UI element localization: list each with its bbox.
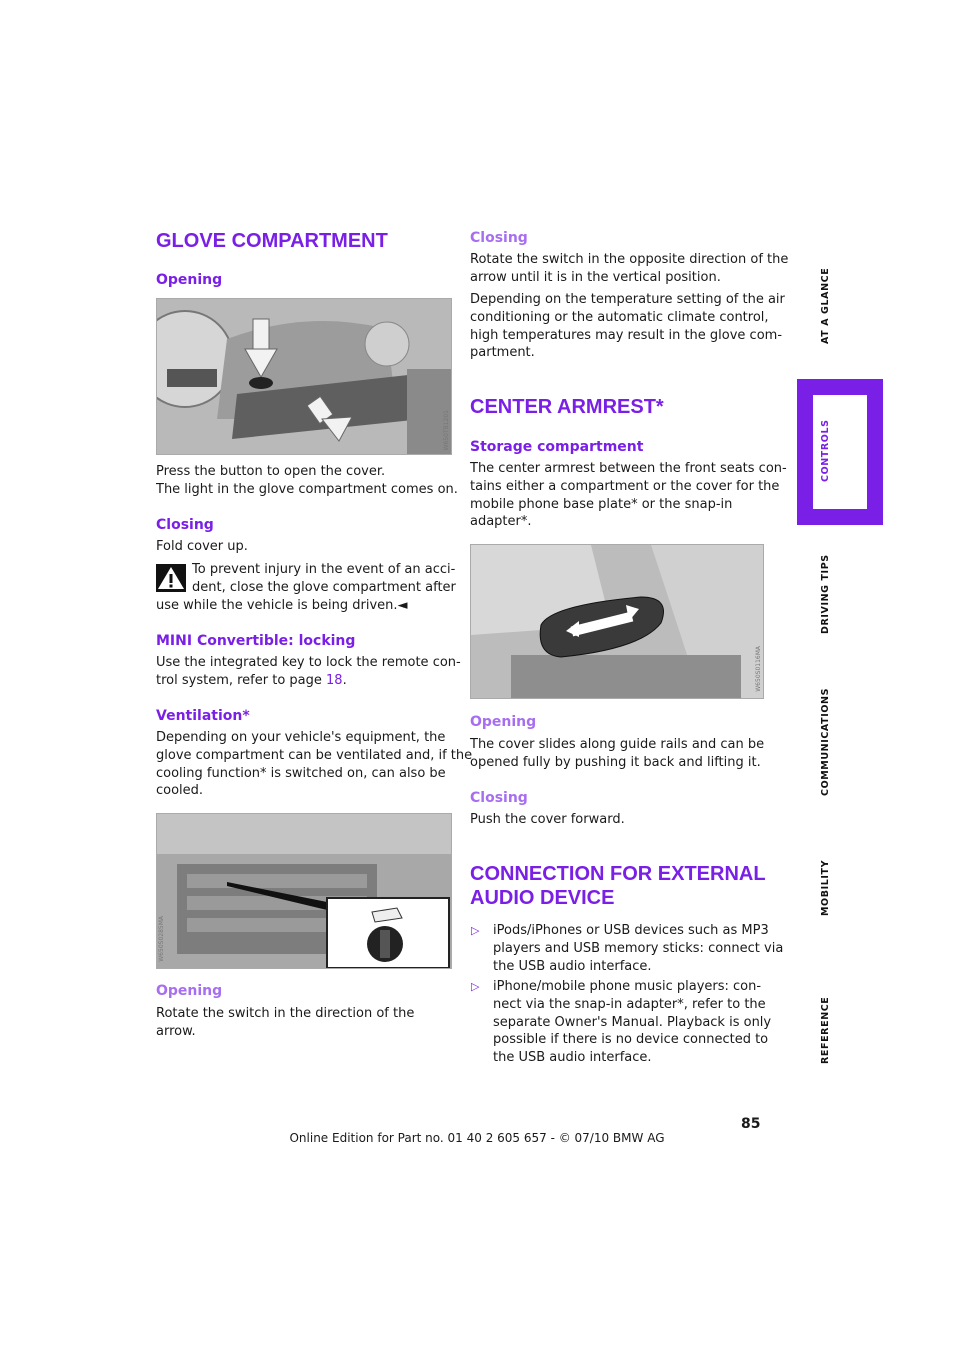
text-line: [156, 672, 456, 690]
heading-closing-right: Closing: [470, 230, 528, 246]
text-line: The center armrest between the front seats con-: [470, 461, 787, 476]
heading-ventilation: Ventilation*: [156, 708, 250, 724]
bullet-item: [493, 922, 784, 975]
text-line: The light in the glove compartment comes on.: [156, 481, 458, 497]
text-line: opened fully by pushing it back and lifting it.: [470, 754, 761, 770]
text-line: partment.: [470, 345, 535, 361]
heading-vent-opening: Opening: [156, 983, 223, 999]
text-line: mobile phone base plate* or the snap-in: [470, 496, 733, 512]
text-line: The cover slides along guide rails and can be: [470, 737, 765, 752]
closing-text-right-2: [470, 291, 785, 362]
heading-locking: MINI Convertible: locking: [156, 633, 356, 649]
page-number: 85: [741, 1116, 761, 1132]
text-line: the USB audio interface.: [493, 958, 652, 974]
armrest-photo: [470, 544, 764, 699]
section-title-audio: [470, 862, 766, 910]
text-fragment: trol system, refer to page: [156, 672, 327, 688]
text-line: iPhone/mobile phone music players: con-: [493, 979, 762, 994]
text-line: separate Owner's Manual. Playback is only: [493, 1014, 772, 1030]
heading-storage: Storage compartment: [470, 439, 644, 455]
text-line: Rotate the switch in the opposite direction of the: [470, 252, 789, 267]
heading-opening: Opening: [156, 272, 223, 288]
armrest-closing-text: Push the cover forward.: [470, 812, 625, 827]
tab-mobility[interactable]: MOBILITY: [820, 859, 831, 916]
text-line: Depending on the temperature setting of the air: [470, 292, 785, 307]
tab-at-a-glance[interactable]: AT A GLANCE: [820, 267, 831, 344]
text-line: Depending on your vehicle's equipment, the: [156, 730, 446, 745]
glove-compartment-photo: [156, 298, 452, 455]
text-line: dent, close the glove compartment after: [192, 579, 456, 595]
text-line: cooled.: [156, 783, 204, 799]
text-line: nect via the snap-in adapter*, refer to the: [493, 996, 766, 1012]
text-line: tains either a compartment or the cover for the: [470, 478, 780, 494]
tab-controls[interactable]: CONTROLS: [820, 419, 831, 482]
text-line: glove compartment can be ventilated and, if the: [156, 747, 473, 763]
storage-text: [470, 460, 787, 531]
text-line: adapter*.: [470, 514, 532, 530]
armrest-opening-text: [470, 736, 770, 772]
photo-code: W650TB1201: [443, 409, 450, 450]
section-title-center-armrest: CENTER ARMREST*: [470, 396, 664, 418]
vent-opening-text: Rotate the switch in the direction of the arrow.: [156, 1006, 415, 1039]
heading-closing: Closing: [156, 517, 214, 533]
text-line: possible if there is no device connected to: [493, 1032, 769, 1048]
text-line: players and USB memory sticks: connect via: [493, 940, 784, 956]
text-fragment: .: [342, 672, 347, 688]
text-line: the USB audio interface.: [493, 1050, 652, 1066]
text-line: conditioning or the automatic climate control,: [470, 309, 769, 325]
text-line: use while the vehicle is being driven.◄: [156, 597, 408, 613]
text-line: arrow until it is in the vertical position.: [470, 269, 721, 285]
section-title-glove-compartment: GLOVE COMPARTMENT: [156, 230, 388, 252]
footer-text: Online Edition for Part no. 01 40 2 605 657 - © 07/10 BMW AG: [289, 1131, 665, 1145]
closing-text-right: [470, 251, 789, 287]
closing-text: Fold cover up.: [156, 539, 248, 554]
heading-armrest-closing: Closing: [470, 790, 528, 806]
title-line: AUDIO DEVICE: [470, 887, 615, 909]
text-line: high temperatures may result in the glove com-: [470, 327, 783, 343]
text-line: Use the integrated key to lock the remote con-: [156, 655, 461, 670]
opening-text: [156, 463, 456, 499]
ventilation-text: [156, 729, 473, 800]
tab-reference[interactable]: REFERENCE: [820, 996, 831, 1064]
title-line: CONNECTION FOR EXTERNAL: [470, 863, 766, 885]
text-line: iPods/iPhones or USB devices such as MP3: [493, 923, 769, 938]
locking-text: [156, 654, 461, 690]
bullet-item: [493, 978, 772, 1067]
bullet-arrow-icon: ▷: [471, 980, 480, 993]
photo-code: W650S0285MA: [158, 916, 165, 962]
photo-code: W650S0116MA: [755, 646, 762, 692]
text-line: To prevent injury in the event of an acci-: [192, 562, 456, 577]
text-line: cooling function* is switched on, can also be: [156, 765, 446, 781]
text-line: Press the button to open the cover.: [156, 464, 386, 479]
bullet-arrow-icon: ▷: [471, 924, 480, 937]
tab-communications[interactable]: COMMUNICATIONS: [820, 687, 831, 796]
page-link[interactable]: 18: [326, 672, 343, 688]
warning-text: [156, 561, 456, 614]
ventilation-switch-photo: [156, 813, 452, 969]
heading-armrest-opening: Opening: [470, 714, 537, 730]
tab-driving-tips[interactable]: DRIVING TIPS: [820, 554, 831, 634]
